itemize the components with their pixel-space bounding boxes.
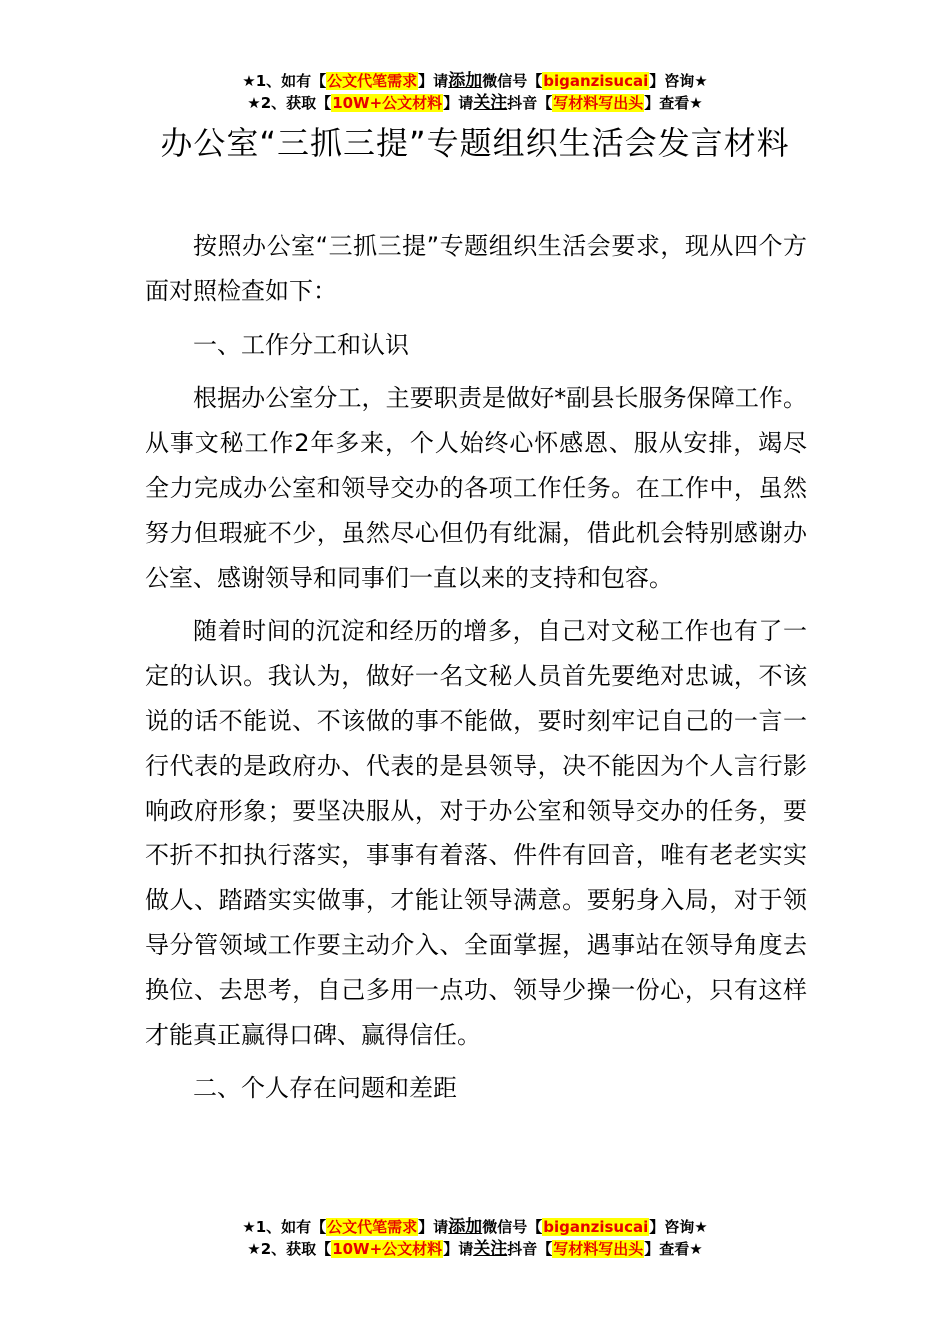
highlight-ghostwriting: 公文代笔需求 [327, 1218, 418, 1236]
highlight-wechat-id: biganzisucai [543, 72, 649, 90]
document-body [145, 224, 807, 1120]
highlight-wechat-id: biganzisucai [543, 1218, 649, 1236]
highlight-douyin: 写材料写出头 [553, 94, 644, 112]
footer-banner [0, 1216, 950, 1260]
highlight-douyin: 写材料写出头 [553, 1240, 644, 1258]
banner-line-2: ★2、获取【10W+公文材料】请关注抖音【写材料写出头】查看★ [247, 1239, 703, 1259]
paragraph-intro: 按照办公室“三抓三提”专题组织生活会要求，现从四个方面对照检查如下： [145, 232, 807, 305]
section-heading-2: 二、个人存在问题和差距 [193, 1074, 457, 1103]
highlight-materials: 10W+公文材料 [332, 94, 443, 112]
section-heading-1: 一、工作分工和认识 [193, 330, 409, 359]
banner-line-1: ★1、如有【公文代笔需求】请添加微信号【biganzisucai】咨询★ [242, 71, 708, 91]
header-banner [0, 70, 950, 114]
paragraph-duties: 根据办公室分工，主要职责是做好*副县长服务保障工作。从事文秘工作2年多来，个人始终心怀感恩、服从安排，竭尽全力完成办公室和领导交办的各项工作任务。在工作中，虽然努力但瑕疵不少，虽然尽心但仍有纰漏，借此机会特别感谢办公室、感谢领导和同事们一直以来的支持和包容。 [145, 384, 807, 592]
paragraph-understanding: 随着时间的沉淀和经历的增多，自己对文秘工作也有了一定的认识。我认为，做好一名文秘人员首先要绝对忠诚，不该说的话不能说、不该做的事不能做，要时刻牢记自己的一言一行代表的是政府办、代表的是县领导，决不能因为个人言行影响政府形象；要坚决服从，对于办公室和领导交办的任务，要不折不扣执行落实，事事有着落、件件有回音，唯有老老实实做人、踏踏实实做事，才能让领导满意。要躬身入局，对于领导分管领域工作要主动介入、全面掌握，遇事站在领导角度去换位、去思考，自己多用一点功、领导少操一份心，只有这样才能真正赢得口碑、赢得信任。 [145, 617, 807, 1049]
banner-line-2: ★2、获取【10W+公文材料】请关注抖音【写材料写出头】查看★ [247, 93, 703, 113]
document-title: 办公室“三抓三提”专题组织生活会发言材料 [160, 124, 790, 162]
highlight-ghostwriting: 公文代笔需求 [327, 72, 418, 90]
highlight-materials: 10W+公文材料 [332, 1240, 443, 1258]
banner-line-1: ★1、如有【公文代笔需求】请添加微信号【biganzisucai】咨询★ [242, 1217, 708, 1237]
